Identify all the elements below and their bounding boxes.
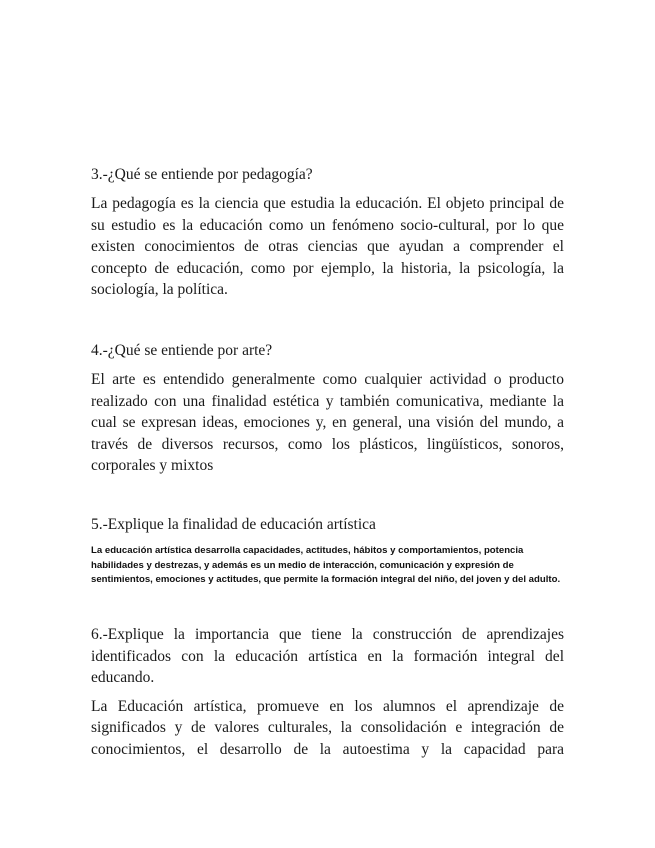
section-6-body: La Educación artística, promueve en los alumnos el aprendizaje de significados y de valores culturales, la consolidación e integración de conocimientos, el desarrollo de la autoestima y la capacidad para bbox=[91, 697, 564, 758]
section-6 bbox=[91, 624, 564, 760]
section-4-body: El arte es entendido generalmente como cualquier actividad o producto realizado con una finalidad estética y también comunicativa, mediante la cual se expresan ideas, emociones y, en general, una visión del mundo, a través de diversos recursos, como los plásticos, lingüísticos, sonoros, corporales y mixtos bbox=[91, 371, 564, 474]
section-3-heading: 3.-¿Qué se entiende por pedagogía? bbox=[91, 166, 313, 183]
section-3 bbox=[91, 164, 564, 301]
section-6-heading: 6.-Explique la importancia que tiene la construcción de aprendizajes identificados con la educación artística en la formación integral del educando. bbox=[91, 626, 564, 686]
section-5 bbox=[91, 514, 564, 588]
section-4 bbox=[91, 340, 564, 477]
section-5-heading: 5.-Explique la finalidad de educación artística bbox=[91, 516, 376, 533]
section-3-body: La pedagogía es la ciencia que estudia la educación. El objeto principal de su estudio es la educación como un fenómeno socio-cultural, por lo que existen conocimientos de otras ciencias que ayudan a comprender el concepto de educación, como por ejemplo, la historia, la psicología, la sociología, la política. bbox=[91, 195, 564, 298]
section-4-heading: 4.-¿Qué se entiende por arte? bbox=[91, 342, 273, 359]
section-5-body: La educación artística desarrolla capacidades, actitudes, hábitos y comportamientos, potencia habilidades y destrezas, y además es un medio de interacción, comunicación y expresión de sentimientos, emociones y actitudes, que permite la formación integral del niño, del joven y del adulto. bbox=[91, 545, 561, 585]
